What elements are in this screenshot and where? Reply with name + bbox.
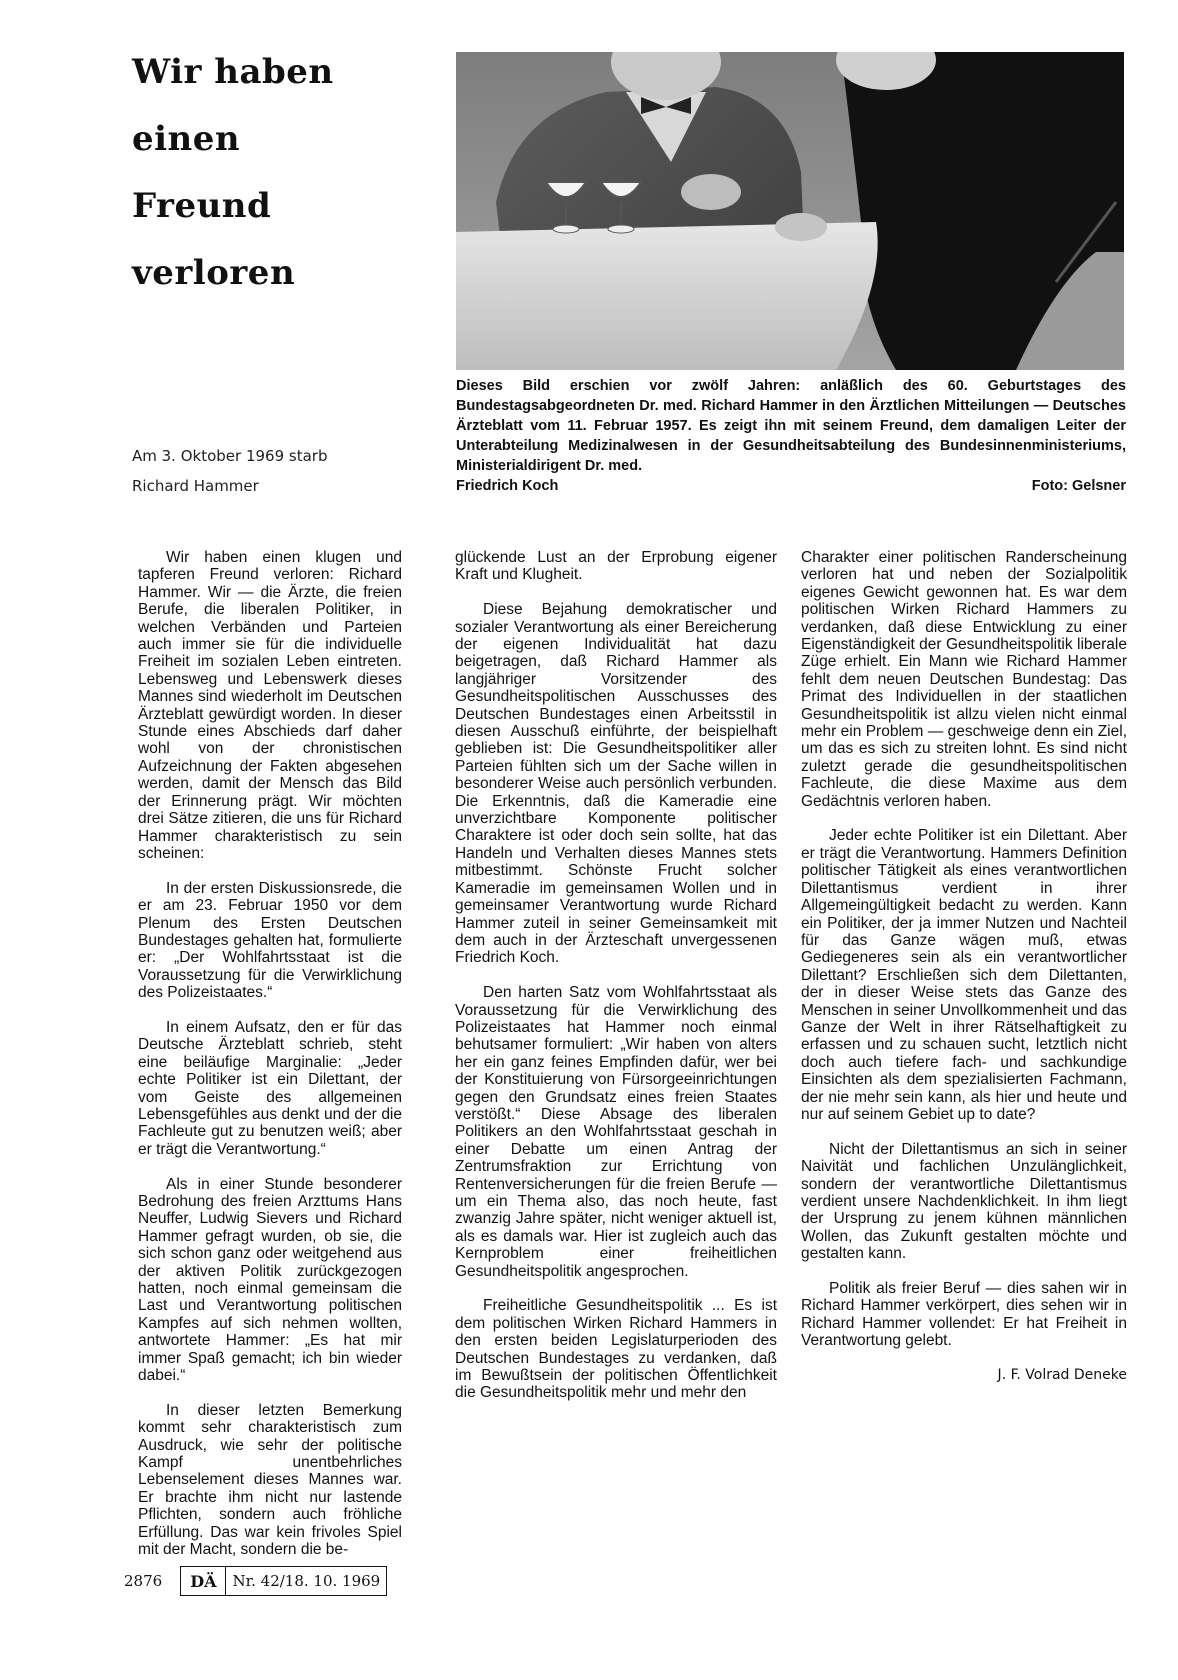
journal-logo: DÄ [181, 1567, 226, 1595]
title-line: einen [132, 119, 241, 159]
article-column-3 [801, 549, 1127, 1402]
paragraph: Diese Bejahung demokratischer und sozialer Verantwortung als einer Bereicherung der eigenen Individualität hat dazu beigetragen, daß Richard Hammer als langjähriger Vorsitzender des Gesundheitspolitischen Ausschusses des Deutschen Bundestages einen Arbeitsstil in diesen Ausschuß einführte, der beispielhaft geblieben ist: Die Gesundheitspolitiker aller Parteien fühlten sich um der Sache willen in besonderer Weise auch persönlich verbunden. Die Erkenntnis, daß die Kameradie eine unverzichtbare Komponente politischer Charaktere ist oder doch sein sollte, hat das Handeln und Verhalten dieses Mannes stets mitbestimmt. Schönste Frucht solcher Kameradie im gemeinsamen Wollen und in gemeinsamer Verantwortung wurde Richard Hammer zuteil in seiner Gemeinsamkeit mit dem auch in der Ärzteschaft unvergessenen Friedrich Koch. [455, 601, 777, 967]
article-column-1 [138, 549, 402, 1576]
paragraph: Wir haben einen klugen und tapferen Freund verloren: Richard Hammer. Wir — die Ärzte, die freien Berufe, die liberalen Politiker, in welchen Verbänden und Parteien auch immer sie für die individuelle Freiheit im sozialen Leben eintreten. Lebensweg und Lebenswerk dieses Mannes sind wiederholt im Deutschen Ärzteblatt gewürdigt worden. In dieser Stunde eines Abschieds darf daher wohl von der chronistischen Aufzeichnung der Fakten abgesehen werden, damit der Mensch das Bild der Erinnerung prägt. Wir möchten drei Sätze zitieren, die uns für Richard Hammer charakteristisch zu sein scheinen: [138, 549, 402, 862]
issue-number: Nr. 42/18. 10. 1969 [232, 1572, 381, 1590]
paragraph: In einem Aufsatz, den er für das Deutsche Ärzteblatt schrieb, steht eine beiläufige Marginalie: „Jeder echte Politiker ist ein Dilettant, der vom Geiste des allgemeinen Lebensgefühles aus denkt und der die Fachleute gut zu benutzen weiß; aber er trägt die Verantwortung.“ [138, 1018, 402, 1158]
paragraph: Den harten Satz vom Wohlfahrtsstaat als Voraussetzung für die Verwirklichung des Polizeistaates hat Hammer noch einmal behutsamer formuliert: „Wir haben von alters her ein ganz feines Empfinden dafür, wer bei der Konstituierung von Fürsorgeeinrichtungen gegen den Grundsatz eines freien Staates verstößt.“ Diese Absage des liberalen Politikers an den Wohlfahrtsstaat geschah in einer Debatte um einen Antrag der Zentrumsfraktion zur Errichtung von Rentenversicherungen für die freien Berufe — um ein Thema also, das noch heute, fast zwanzig Jahre später, nicht weniger aktuell ist, als es damals war. Hier ist zugleich auch das Kernproblem einer freiheitlichen Gesundheitspolitik angesprochen. [455, 984, 777, 1280]
paragraph: In dieser letzten Bemerkung kommt sehr charakteristisch zum Ausdruck, wie sehr der politische Kampf unentbehrliches Lebenselement dieses Mannes war. Er brachte ihm nicht nur lastende Pflichten, sondern auch fröhliche Erfüllung. Das war kein frivoles Spiel mit der Macht, sondern die be- [138, 1401, 402, 1559]
author-signature: J. F. Volrad Deneke [997, 1367, 1127, 1384]
photo-image [456, 52, 1124, 370]
title-line: verloren [132, 253, 296, 293]
journal-badge [180, 1566, 387, 1596]
title-line: Wir haben [132, 52, 334, 92]
paragraph: Nicht der Dilettantismus an sich in seiner Naivität und fachlichen Unzulänglichkeit, sondern der verantwortliche Dilettantismus verdient unsere Nachdenklichkeit. In ihm liegt der Ursprung zu jenem kühnen männlichen Wollen, das Zukunft gestalten möchte und gestalten kann. [801, 1140, 1127, 1263]
article-column-2 [455, 549, 777, 1419]
page-number: 2876 [124, 1572, 163, 1590]
title-line: Freund [132, 186, 272, 226]
caption-text: Dieses Bild erschien vor zwölf Jahren: anläßlich des 60. Geburtstages des Bundestagsabgeordneten Dr. med. Richard Hammer in den Ärztlichen Mitteilungen — Deutsches Ärzteblatt vom 11. Februar 1957. Es zeigt ihn mit seinem Freund, dem damaligen Leiter der Unterabteilung Medizinalwesen in der Gesundheitsabteilung des Bundesinnenministeriums, Ministerialdirigent Dr. med. [456, 378, 1126, 474]
paragraph: Politik als freier Beruf — dies sahen wir in Richard Hammer verkörpert, dies sehen wir in Richard Hammer vollendet: Er hat Freiheit in Verantwortung gelebt. [801, 1280, 1127, 1350]
photo-credit: Foto: Gelsner [1031, 478, 1126, 494]
paragraph: Jeder echte Politiker ist ein Dilettant. Aber er trägt die Verantwortung. Hammers Definition politischer Tätigkeit als eines verantwortlichen Dilettantismus verdient in ihrer Allgemeingültigkeit bedacht zu werden. Kann ein Politiker, der ja immer Nutzen und Nachteil für das Ganze wägen muß, etwas Gediegeneres sein als ein verantwortlicher Dilettant? Erschließen sich dem Dilettanten, der in dieser Weise stets das Ganze des Menschen in seiner Unvollkommenheit und das Ganze der Welt in ihrer Rätselhaftigkeit zu erfassen und zu schauen sucht, letztlich nicht doch auch tiefere fach- und sachkundige Einsichten als dem spezialisierten Fachmann, der nie mehr sein kann, als hier und heute und nur auf seinem Gebiet up to date? [801, 827, 1127, 1123]
caption-name: Friedrich Koch [456, 478, 559, 494]
paragraph: Charakter einer politischen Randerscheinung verloren hat und neben der Sozialpolitik eigenes Gewicht gewonnen hat. Es war dem politischen Wirken Richard Hammers zu verdanken, daß diese Entwicklung zu einer Eigenständigkeit der Gesundheitspolitik liberale Züge erhielt. Ein Mann wie Richard Hammer fehlt dem neuen Deutschen Bundestag: Das Primat des Individuellen in der staatlichen Gesundheitspolitik ist allzu vielen nicht einmal mehr ein Problem — geschweige denn ein Ziel, um das es sich zu streiten lohnt. Es sind nicht zuletzt gerade die gesundheitspolitischen Fachleute, die diese Maxime aus dem Gedächtnis verloren haben. [801, 549, 1127, 810]
paragraph: glückende Lust an der Erprobung eigener Kraft und Klugheit. [455, 549, 777, 584]
paragraph: Als in einer Stunde besonderer Bedrohung des freien Arzttums Hans Neuffer, Ludwig Sievers und Richard Hammer gefragt wurden, ob sie, die sich schon ganz oder weitgehend aus der aktiven Politik zurückgezogen hatten, noch einmal gemeinsam die Last und Verantwortung politischen Kampfes auf sich nehmen wollten, antwortete Hammer: „Es hat mir immer Spaß gemacht; ich bin wieder dabei.“ [138, 1175, 402, 1385]
paragraph: Freiheitliche Gesundheitspolitik ... Es ist dem politischen Wirken Richard Hammers in den ersten beiden Legislaturperioden des Deutschen Bundestages zu verdanken, daß im Bewußtsein der politischen Öffentlichkeit die Gesundheitspolitik mehr und mehr den [455, 1297, 777, 1402]
dateline-name: Richard Hammer [132, 477, 259, 495]
paragraph: In der ersten Diskussionsrede, die er am 23. Februar 1950 vor dem Plenum des Ersten Deutschen Bundestages gehalten hat, formulierte er: „Der Wohlfahrtsstaat ist die Voraussetzung für die Verwirklichung des Polizeistaates.“ [138, 879, 402, 1002]
dateline-date: Am 3. Oktober 1969 starb [132, 447, 328, 465]
caption-last-line [456, 476, 1126, 496]
photo-caption [456, 376, 1126, 496]
page-footer [124, 1566, 387, 1596]
article-photo [456, 52, 1124, 370]
